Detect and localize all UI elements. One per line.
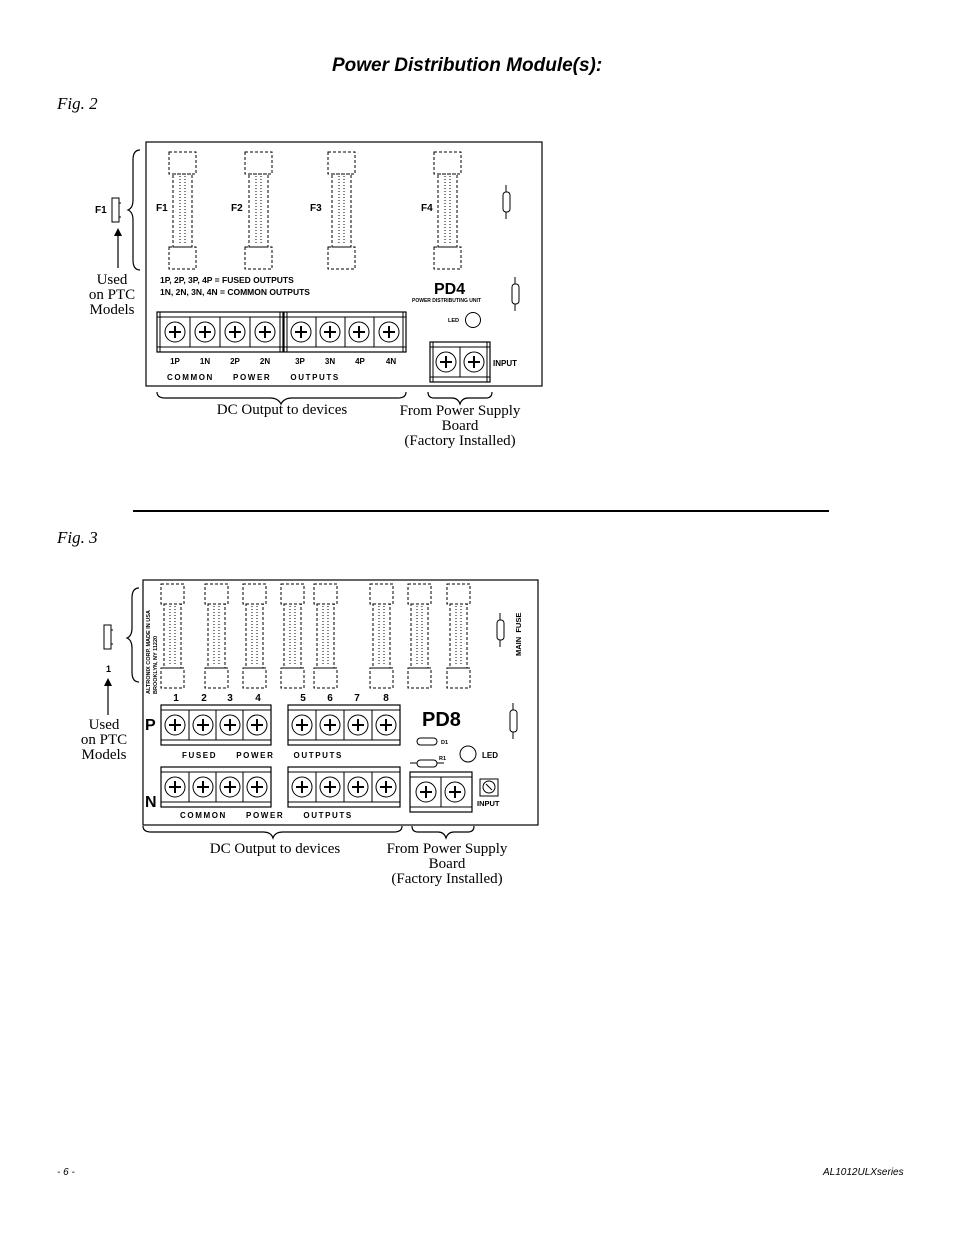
pd8-resistor — [510, 710, 517, 732]
pd4-board-subtitle: POWER DISTRIBUTING UNIT — [412, 298, 481, 304]
pd8-side-bracket — [127, 588, 139, 682]
pd8-p-block-right — [288, 705, 400, 745]
pd8-side-fuse-label: 1 — [106, 664, 112, 674]
page-title: Power Distribution Module(s): — [332, 55, 603, 76]
pd4-terminal-block-left — [157, 312, 283, 352]
pd8-d1 — [417, 738, 437, 745]
pd4-outputs-caption: COMMON POWER OUTPUTS — [167, 373, 340, 382]
pd8-input-block — [410, 772, 472, 812]
pd8-brace-input — [412, 826, 474, 838]
pd8-fuse-5 — [314, 584, 337, 688]
pd4-fuse-label-4: F4 — [421, 203, 433, 214]
ul-mark-icon — [480, 779, 498, 796]
pd8-main-fuse — [497, 620, 504, 640]
pd8-r1 — [417, 760, 437, 767]
pd4-legend-2: 1N, 2N, 3N, 4N = COMMON OUTPUTS — [160, 287, 310, 297]
fig2-dc-output: DC Output to devices — [216, 402, 348, 418]
pd4-fuse-label-3: F3 — [310, 203, 322, 214]
pd8-fuse-6 — [370, 584, 393, 688]
pd4-terminal-label-3: 2P — [230, 357, 240, 366]
pd4-fuse-4 — [434, 152, 461, 269]
pd8-led — [460, 746, 476, 762]
pd4-terminal-label-5: 3P — [295, 357, 305, 366]
fig3-used-on-ptc: Used on PTC Models — [80, 717, 128, 763]
pd8-number-3: 3 — [227, 693, 233, 704]
pd8-number-6: 6 — [327, 693, 333, 704]
series-name: AL1012ULXseries — [823, 1167, 904, 1178]
pd8-fuse-7 — [408, 584, 431, 688]
pd4-fuse-2 — [245, 152, 272, 269]
pd4-terminal-label-7: 4P — [355, 357, 365, 366]
pd8-n-block-right — [288, 767, 400, 807]
pd4-input-label: INPUT — [493, 359, 517, 368]
pd8-fuse-1 — [161, 584, 184, 688]
pd8-fuse-2 — [205, 584, 228, 688]
pd8-d1-label: D1 — [441, 740, 449, 746]
section-divider — [133, 510, 829, 512]
fig3-label: Fig. 3 — [57, 528, 98, 547]
pd4-terminal-label-2: 1N — [199, 357, 211, 366]
pd8-fuse-3 — [243, 584, 266, 688]
pd8-main-fuse-label: MAIN FUSE — [514, 612, 523, 656]
pd4-led-label: LED — [448, 318, 459, 324]
pd8-common-caption: COMMON POWER OUTPUTS — [180, 811, 353, 820]
pd4-side-bracket — [128, 150, 140, 270]
pd8-number-8: 8 — [383, 693, 389, 704]
fig2-label: Fig. 2 — [57, 94, 98, 113]
pd4-resistor-bottom — [512, 284, 519, 304]
pd8-number-1: 1 — [173, 693, 179, 704]
pd8-led-label: LED — [482, 751, 498, 760]
pd4-board — [146, 142, 542, 386]
pd4-fuse-3 — [328, 152, 355, 269]
pd4-led — [466, 313, 481, 328]
pd8-number-7: 7 — [354, 693, 360, 704]
pd8-r1-label: R1 — [439, 756, 447, 762]
pd4-side-fuse-label: F1 — [95, 205, 107, 216]
pd8-number-4: 4 — [255, 693, 261, 704]
pd4-terminal-label-4: 2N — [259, 357, 271, 366]
pd8-brace-dc — [143, 826, 402, 838]
fig2-used-on-ptc: Used on PTC Models — [88, 272, 136, 318]
pd8-fused-caption: FUSED POWER OUTPUTS — [182, 751, 343, 760]
fig2-from-supply: From Power Supply Board (Factory Installed) — [399, 403, 521, 449]
fig3-from-supply: From Power Supply Board (Factory Installed) — [386, 841, 508, 887]
pd4-resistor-top — [503, 192, 510, 212]
pd4-fuse-1 — [169, 152, 196, 269]
pd8-input-label: INPUT — [477, 799, 500, 808]
pd8-n-block-left — [161, 767, 271, 807]
pd4-board-name: PD4 — [434, 281, 466, 298]
fig3-dc-output: DC Output to devices — [209, 841, 341, 857]
pd4-fuse-label-1: F1 — [156, 203, 168, 214]
pd4-terminal-label-1: 1P — [170, 357, 180, 366]
pd8-vertical-text-2: BROOKLYN, NY 11220 — [153, 635, 159, 694]
pd4-legend-1: 1P, 2P, 3P, 4P = FUSED OUTPUTS — [160, 275, 294, 285]
pd4-input-block — [430, 342, 490, 382]
pd8-board-name: PD8 — [422, 709, 461, 731]
pd4-terminal-block-right — [284, 312, 406, 352]
pd4-fuse-label-2: F2 — [231, 203, 243, 214]
pd8-p-label: P — [145, 717, 156, 734]
pd8-fuse-4 — [281, 584, 304, 688]
pd4-terminal-label-8: 4N — [385, 357, 397, 366]
fig3-diagram — [0, 570, 954, 840]
pd8-n-label: N — [145, 794, 157, 811]
pd4-terminal-label-6: 3N — [324, 357, 336, 366]
pd4-side-fuse — [112, 198, 119, 222]
pd8-side-fuse — [104, 625, 111, 649]
page-number: - 6 - — [57, 1167, 75, 1178]
pd8-number-5: 5 — [300, 693, 306, 704]
pd8-p-block-left — [161, 705, 271, 745]
pd8-fuse-8 — [447, 584, 470, 688]
pd8-vertical-text-1: ALTRONIX CORP. MADE IN USA — [146, 610, 152, 694]
pd8-number-2: 2 — [201, 693, 207, 704]
